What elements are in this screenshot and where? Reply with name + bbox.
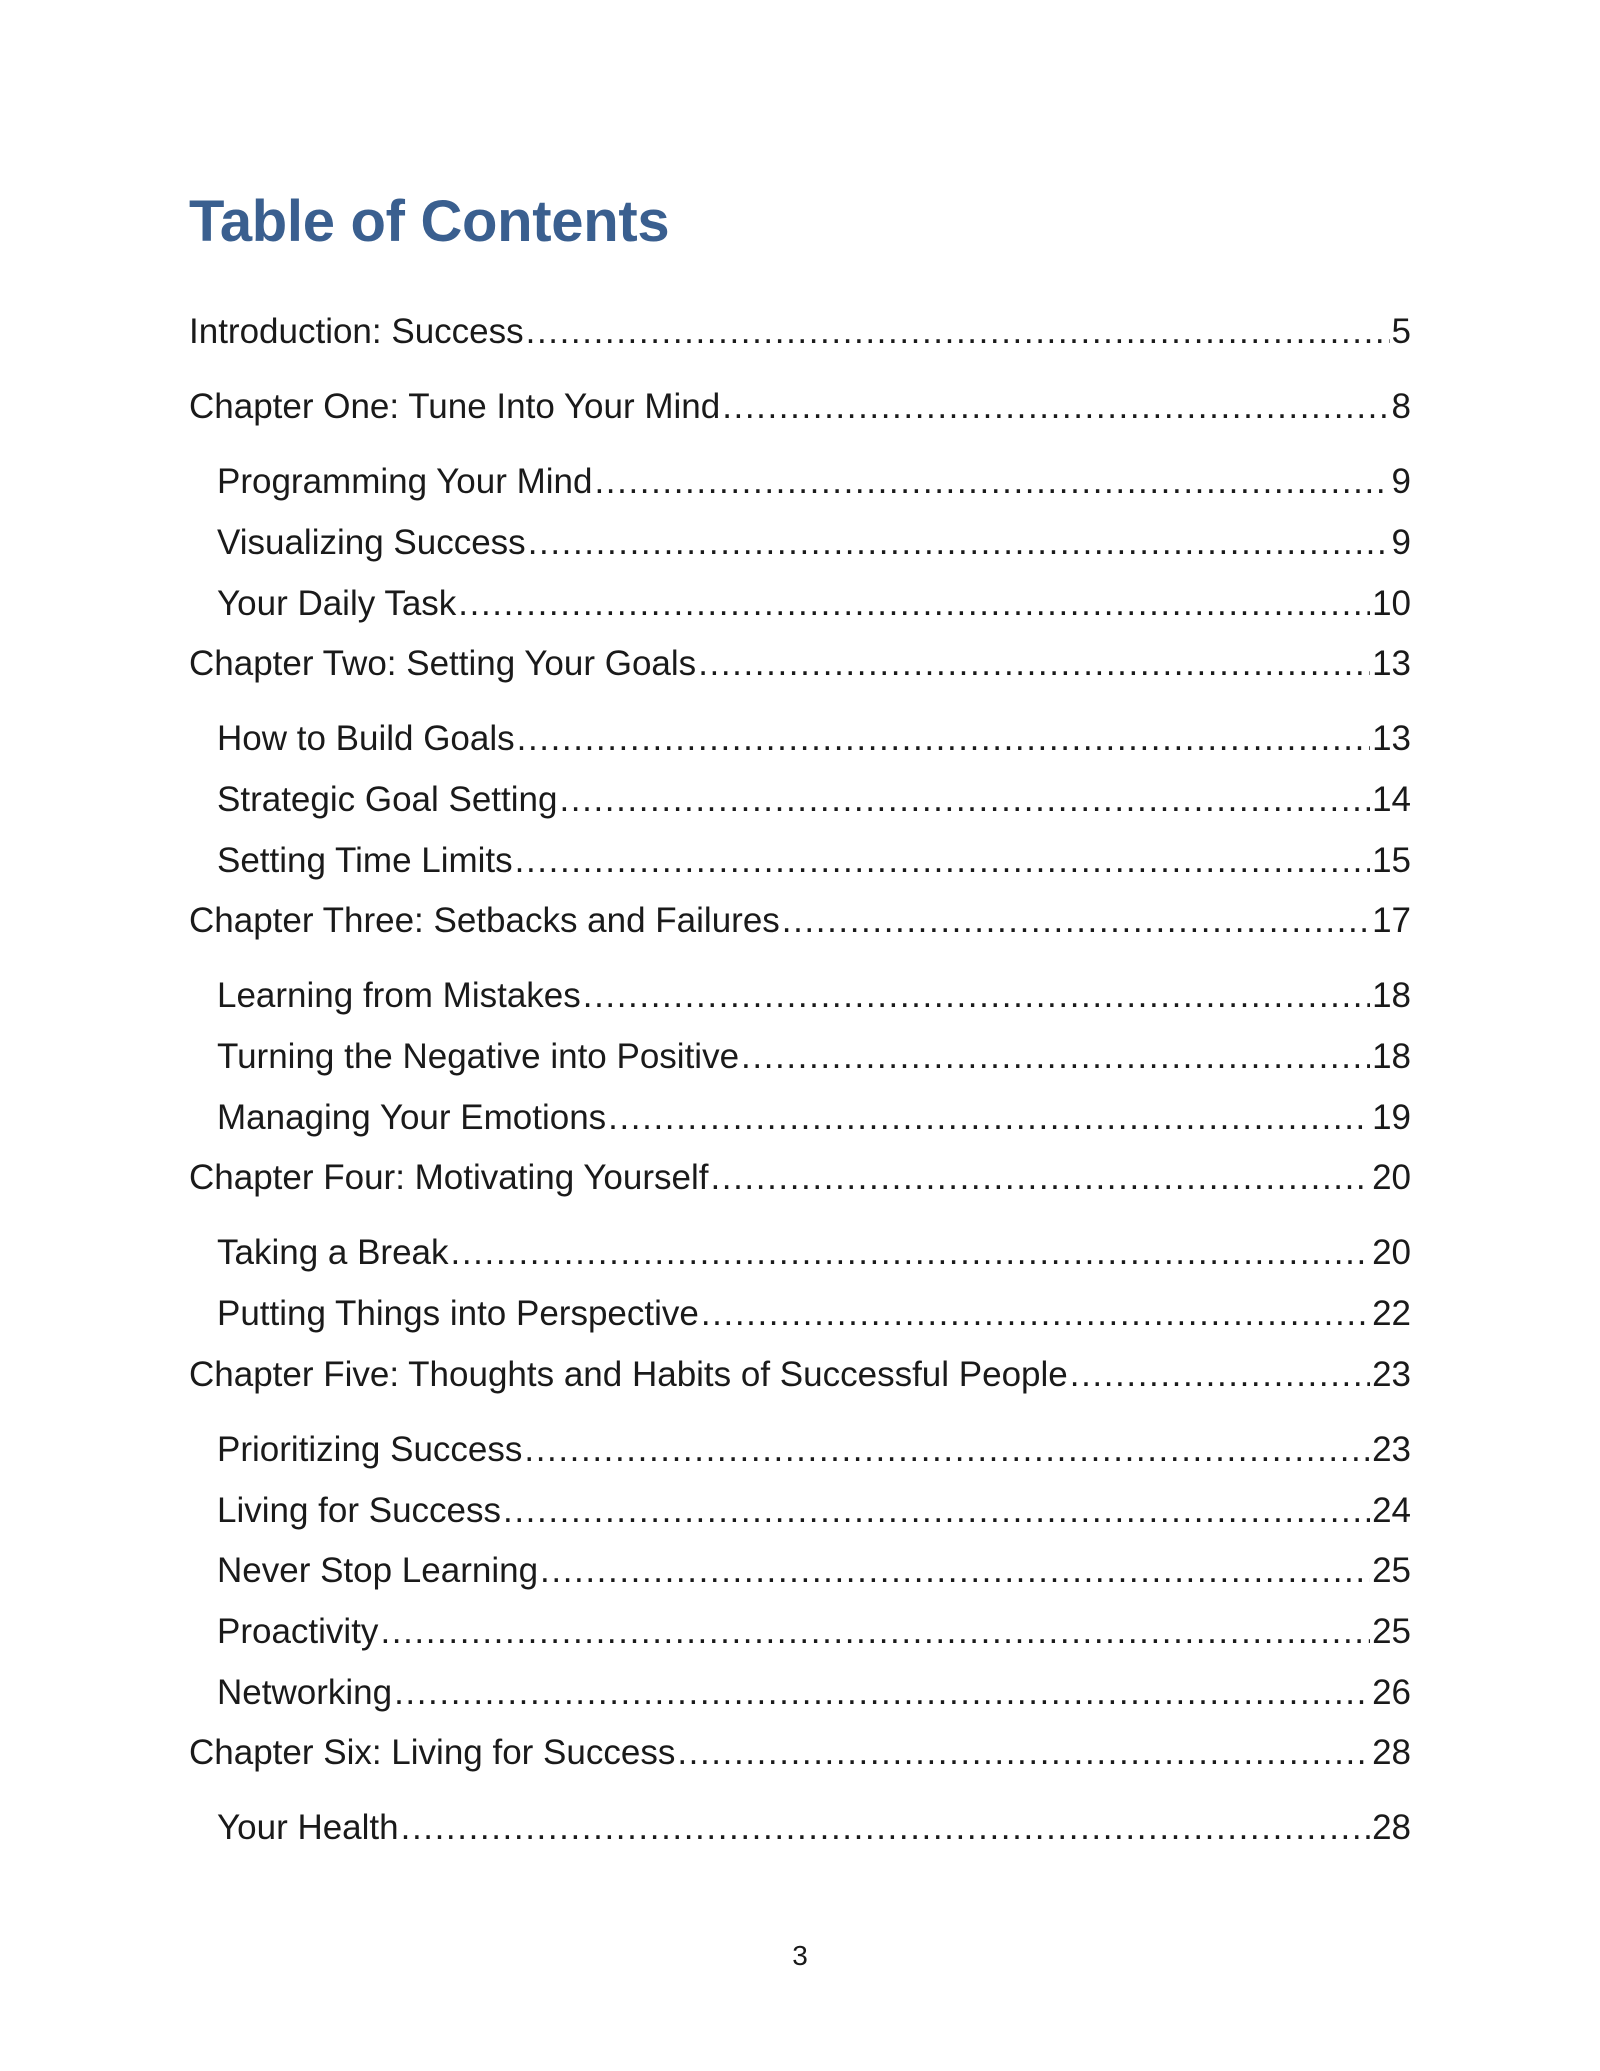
- dot-leader: [526, 310, 1390, 354]
- toc-chapter-entry[interactable]: [189, 1156, 1411, 1200]
- page-title: Table of Contents: [189, 189, 670, 254]
- toc-section-entry[interactable]: [217, 974, 1411, 1018]
- toc-entry-label: Taking a Break: [217, 1233, 449, 1272]
- toc-entry-page-number: 18: [1372, 976, 1411, 1015]
- toc-entry-page-number: 15: [1372, 841, 1411, 880]
- toc-section-entry[interactable]: [217, 1428, 1411, 1472]
- toc-entry-label: Networking: [217, 1673, 393, 1712]
- toc-entry-page-number: 5: [1391, 312, 1411, 351]
- toc-chapter-entry[interactable]: [189, 1731, 1411, 1775]
- toc-section-entry[interactable]: [217, 521, 1411, 565]
- toc-section-entry[interactable]: [217, 1096, 1411, 1140]
- dot-leader: [524, 1428, 1370, 1472]
- toc-entry-page-number: 23: [1372, 1355, 1411, 1394]
- dot-leader: [594, 460, 1389, 504]
- toc-section-entry[interactable]: [217, 1549, 1411, 1593]
- dot-leader: [722, 385, 1389, 429]
- toc-entry-label: Setting Time Limits: [217, 841, 513, 880]
- dot-leader: [503, 1489, 1370, 1533]
- toc-section-entry[interactable]: [217, 839, 1411, 883]
- toc-entry-page-number: 10: [1372, 584, 1411, 623]
- dot-leader: [701, 1292, 1370, 1336]
- toc-section-entry[interactable]: [217, 1489, 1411, 1533]
- toc-section-entry[interactable]: [217, 1231, 1411, 1275]
- toc-entry-page-number: 25: [1372, 1612, 1411, 1651]
- toc-entry-page-number: 13: [1372, 719, 1411, 758]
- dot-leader: [583, 974, 1370, 1018]
- toc-entry-label: Chapter Six: Living for Success: [189, 1733, 676, 1772]
- toc-entry-page-number: 9: [1391, 523, 1411, 562]
- toc-section-entry[interactable]: [217, 717, 1411, 761]
- dot-leader: [515, 839, 1370, 883]
- toc-entry-page-number: 24: [1372, 1491, 1411, 1530]
- toc-entry-page-number: 14: [1372, 780, 1411, 819]
- toc-section-entry[interactable]: [217, 1610, 1411, 1654]
- toc-entry-page-number: 20: [1372, 1158, 1411, 1197]
- dot-leader: [380, 1610, 1370, 1654]
- dot-leader: [710, 1156, 1370, 1200]
- dot-leader: [677, 1731, 1370, 1775]
- toc-chapter-entry[interactable]: [189, 385, 1411, 429]
- dot-leader: [517, 717, 1370, 761]
- dot-leader: [1070, 1353, 1370, 1397]
- toc-entry-label: Your Daily Task: [217, 584, 457, 623]
- toc-chapter-entry[interactable]: [189, 899, 1411, 943]
- toc-entry-label: Visualizing Success: [217, 523, 526, 562]
- toc-entry-page-number: 26: [1372, 1673, 1411, 1712]
- toc-section-entry[interactable]: [217, 460, 1411, 504]
- toc-chapter-entry[interactable]: [189, 310, 1411, 354]
- toc-entry-page-number: 19: [1372, 1098, 1411, 1137]
- toc-entry-label: Learning from Mistakes: [217, 976, 581, 1015]
- page-number: 3: [792, 1940, 808, 1971]
- toc-entry-label: Living for Success: [217, 1491, 502, 1530]
- toc-entry-label: Chapter One: Tune Into Your Mind: [189, 387, 721, 426]
- toc-section-entry[interactable]: [217, 1806, 1411, 1850]
- toc-entry-label: Putting Things into Perspective: [217, 1294, 699, 1333]
- dot-leader: [782, 899, 1370, 943]
- toc-entry-label: Managing Your Emotions: [217, 1098, 607, 1137]
- dot-leader: [698, 642, 1370, 686]
- toc-entry-label: Chapter Three: Setbacks and Failures: [189, 901, 780, 940]
- toc-entry-label: Chapter Two: Setting Your Goals: [189, 644, 697, 683]
- toc-entry-page-number: 25: [1372, 1551, 1411, 1590]
- toc-entry-page-number: 23: [1372, 1430, 1411, 1469]
- dot-leader: [559, 778, 1370, 822]
- toc-chapter-entry[interactable]: [189, 642, 1411, 686]
- toc-section-entry[interactable]: [217, 582, 1411, 626]
- toc-entry-label: How to Build Goals: [217, 719, 515, 758]
- toc-entry-label: Prioritizing Success: [217, 1430, 523, 1469]
- toc-entry-page-number: 17: [1372, 901, 1411, 940]
- toc-entry-page-number: 8: [1391, 387, 1411, 426]
- toc-section-entry[interactable]: [217, 1292, 1411, 1336]
- toc-entry-label: Your Health: [217, 1808, 399, 1847]
- toc-entry-label: Introduction: Success: [189, 312, 524, 351]
- toc-entry-page-number: 28: [1372, 1733, 1411, 1772]
- dot-leader: [401, 1806, 1370, 1850]
- dot-leader: [540, 1549, 1370, 1593]
- dot-leader: [608, 1096, 1370, 1140]
- toc-entry-page-number: 9: [1391, 462, 1411, 501]
- toc-section-entry[interactable]: [217, 1035, 1411, 1079]
- toc-chapter-entry[interactable]: [189, 1353, 1411, 1397]
- toc-section-entry[interactable]: [217, 1671, 1411, 1715]
- dot-leader: [451, 1231, 1371, 1275]
- dot-leader: [394, 1671, 1370, 1715]
- dot-leader: [528, 521, 1390, 565]
- toc-entry-label: Never Stop Learning: [217, 1551, 539, 1590]
- toc-entry-page-number: 22: [1372, 1294, 1411, 1333]
- toc-entry-label: Turning the Negative into Positive: [217, 1037, 740, 1076]
- toc-entry-label: Programming Your Mind: [217, 462, 593, 501]
- dot-leader: [741, 1035, 1370, 1079]
- toc-section-entry[interactable]: [217, 778, 1411, 822]
- dot-leader: [458, 582, 1370, 626]
- toc-entry-page-number: 20: [1372, 1233, 1411, 1272]
- toc-entry-page-number: 28: [1372, 1808, 1411, 1847]
- toc-entry-label: Strategic Goal Setting: [217, 780, 558, 819]
- toc-entry-page-number: 13: [1372, 644, 1411, 683]
- toc-entry-label: Proactivity: [217, 1612, 379, 1651]
- toc-entry-page-number: 18: [1372, 1037, 1411, 1076]
- toc-entry-label: Chapter Five: Thoughts and Habits of Successful People: [189, 1355, 1068, 1394]
- toc-entry-label: Chapter Four: Motivating Yourself: [189, 1158, 709, 1197]
